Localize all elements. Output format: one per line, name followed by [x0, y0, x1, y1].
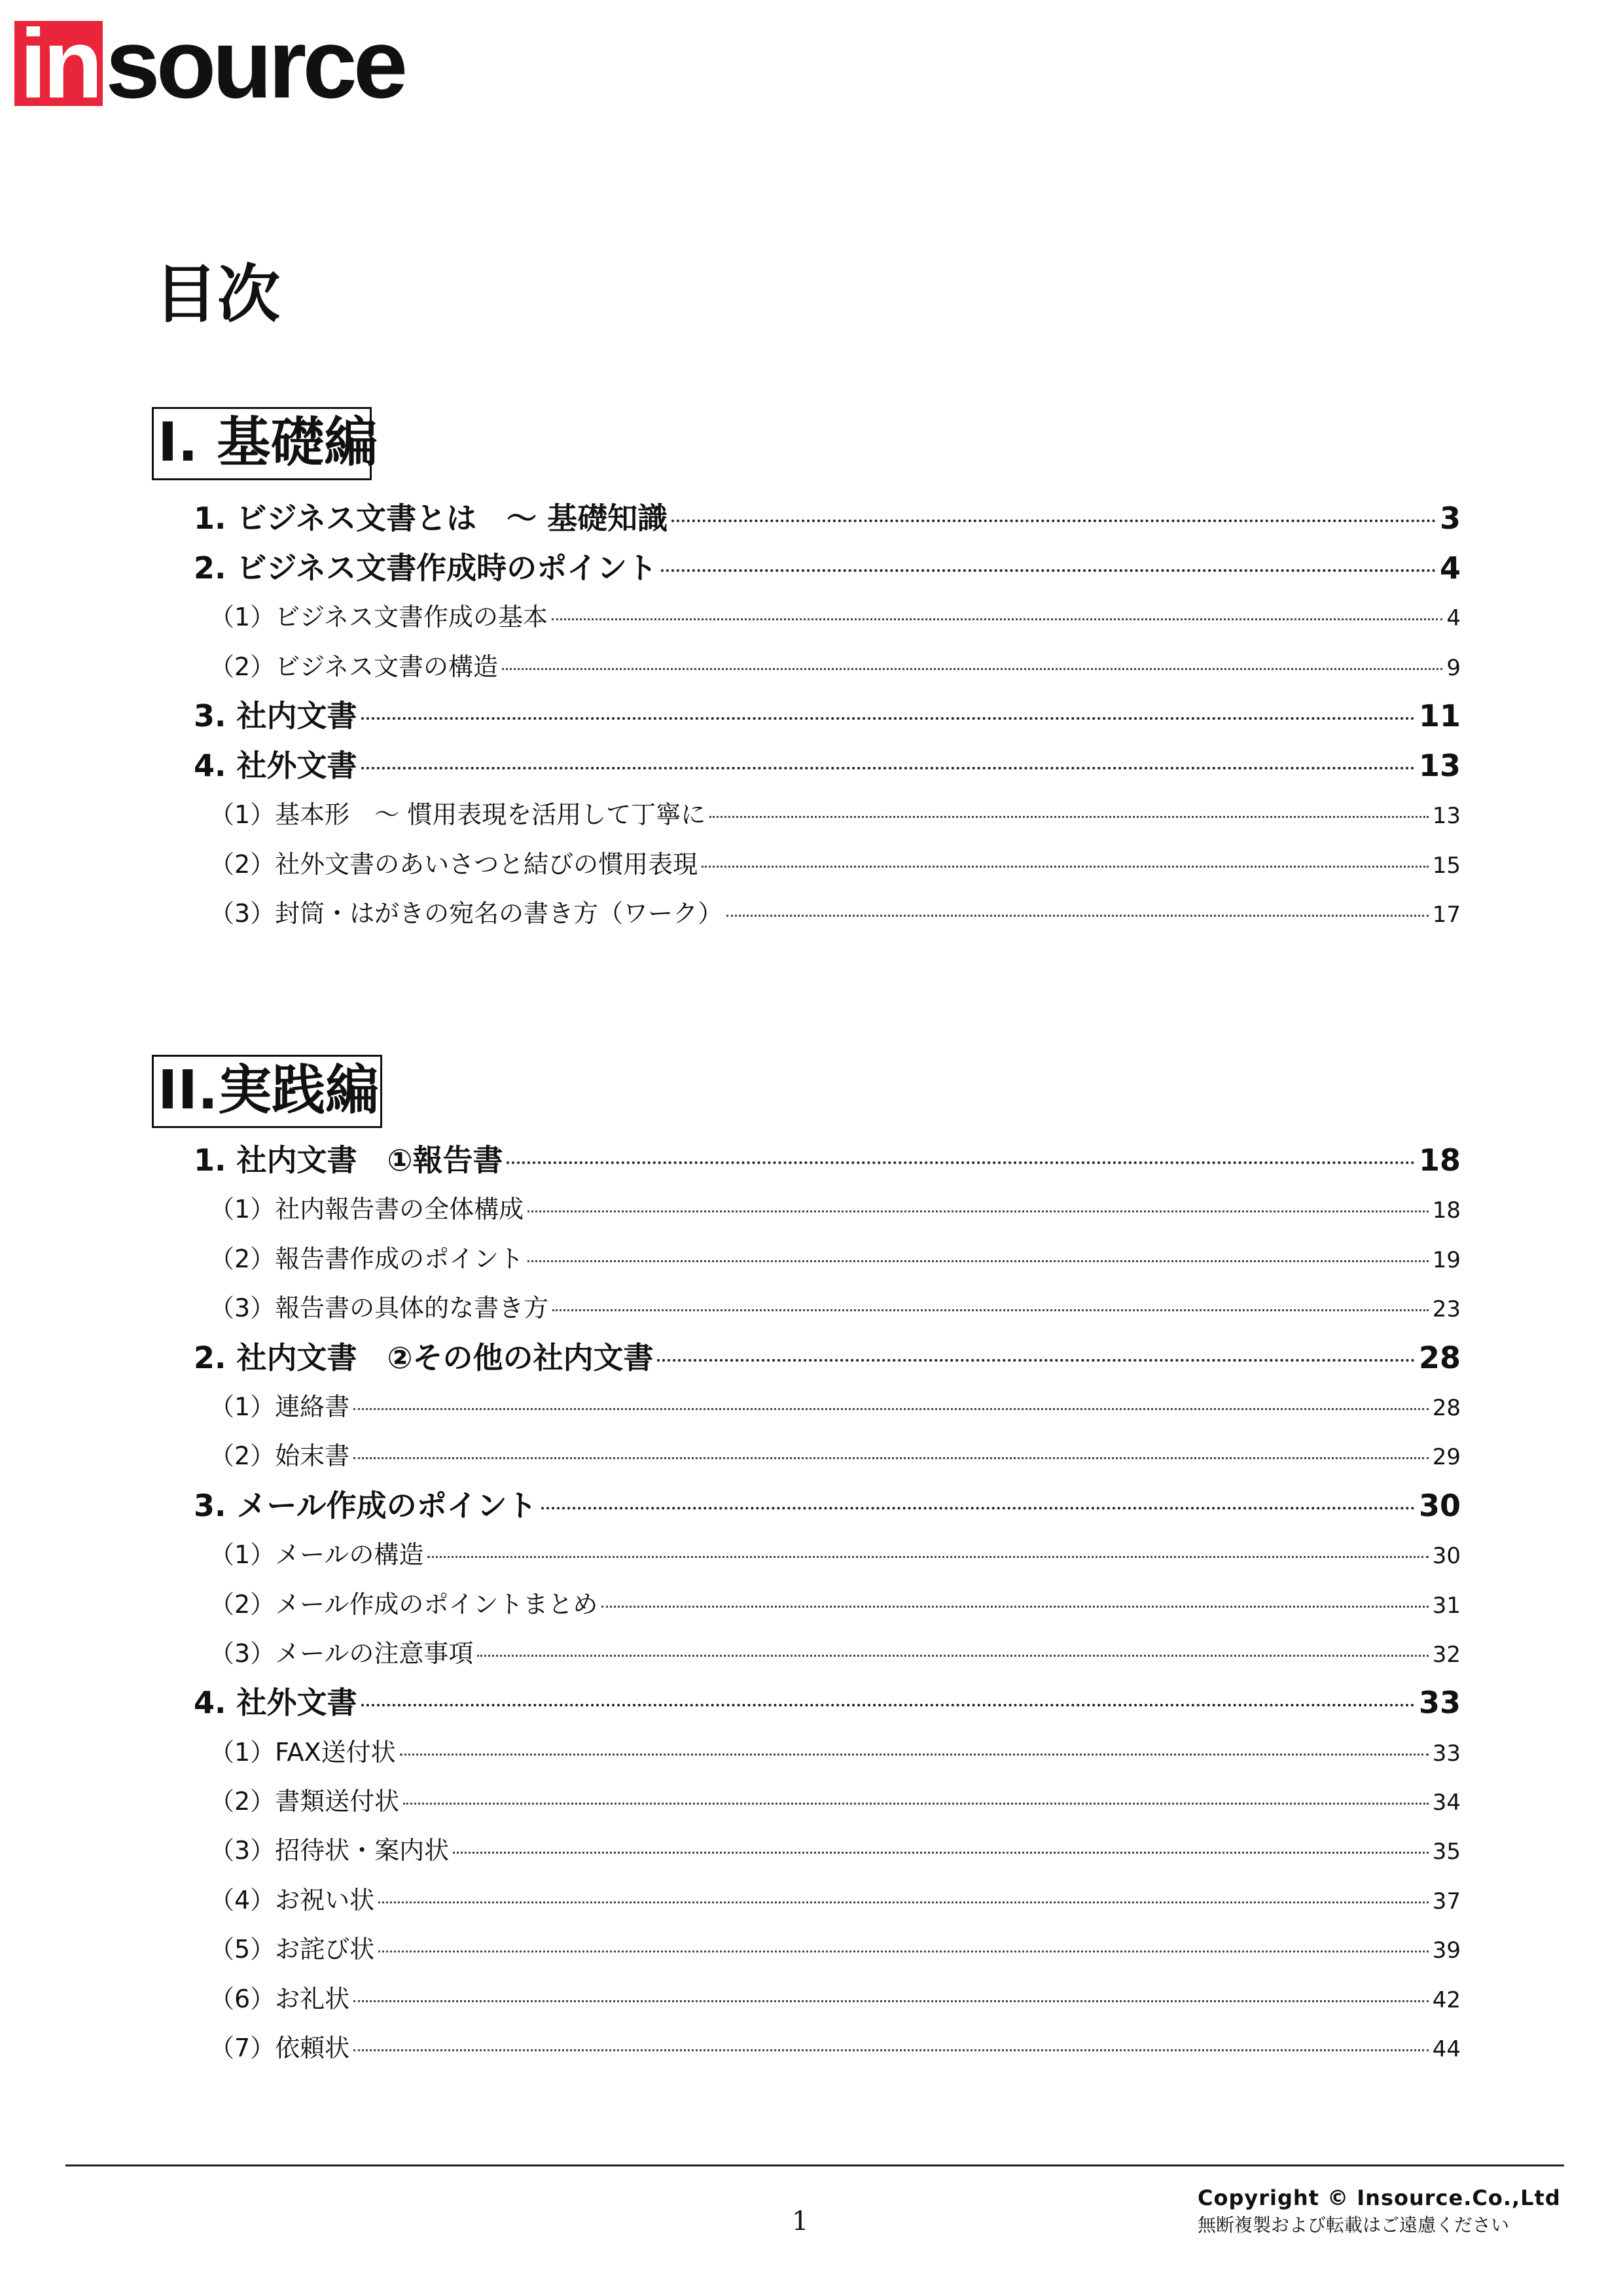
dot-leader — [709, 816, 1428, 818]
toc-subentry-page: 18 — [1432, 1197, 1461, 1224]
toc-subentry-page: 42 — [1432, 1987, 1461, 2013]
dot-leader — [361, 717, 1415, 720]
toc-subentry[interactable] — [194, 1580, 1461, 1629]
dot-leader — [361, 767, 1415, 769]
toc-entry-label: 3. 社内文書 — [194, 698, 357, 733]
toc-subentry[interactable] — [194, 593, 1461, 643]
toc-entry-label: 1. ビジネス文書とは ～ 基礎知識 — [194, 501, 668, 536]
dot-leader — [541, 1507, 1415, 1510]
toc-entry-page: 30 — [1418, 1487, 1461, 1523]
toc-subentry-label: （1）ビジネス文書作成の基本 — [209, 603, 548, 631]
toc-subentry-page: 34 — [1432, 1790, 1461, 1816]
toc-subentry-label: （2）ビジネス文書の構造 — [209, 652, 499, 681]
toc-entry[interactable] — [194, 1333, 1461, 1383]
toc-subentry-page: 31 — [1432, 1592, 1461, 1619]
toc-subentry-page: 35 — [1432, 1839, 1461, 1865]
toc-subentry[interactable] — [194, 2024, 1461, 2073]
toc-entry-label: 2. ビジネス文書作成時のポイント — [194, 550, 658, 586]
toc-subentry-page: 4 — [1446, 605, 1461, 631]
toc-subentry-page: 37 — [1432, 1888, 1461, 1915]
toc-subentry[interactable] — [194, 840, 1461, 890]
toc-subentry[interactable] — [194, 1530, 1461, 1580]
toc-entry-page: 18 — [1418, 1142, 1461, 1178]
toc-subentry-page: 9 — [1446, 654, 1461, 681]
toc-practice — [194, 1136, 1461, 2073]
toc-subentry-label: （6）お礼状 — [209, 1984, 350, 2013]
toc-subentry-page: 15 — [1432, 852, 1461, 879]
toc-subentry-label: （1）社内報告書の全体構成 — [209, 1195, 524, 1224]
dot-leader — [552, 1309, 1429, 1311]
toc-entry[interactable] — [194, 494, 1461, 544]
toc-subentry-page: 39 — [1432, 1937, 1461, 1964]
dot-leader — [726, 915, 1429, 917]
dot-leader — [507, 1161, 1415, 1164]
toc-subentry-label: （3）メールの注意事項 — [209, 1638, 474, 1668]
toc-subentry[interactable] — [194, 1826, 1461, 1875]
toc-subentry-page: 17 — [1432, 902, 1461, 928]
toc-subentry[interactable] — [194, 1383, 1461, 1432]
toc-entry-label: 4. 社外文書 — [194, 747, 357, 783]
dot-leader — [477, 1655, 1428, 1657]
toc-subentry[interactable] — [194, 1284, 1461, 1333]
toc-subentry[interactable] — [194, 1432, 1461, 1481]
dot-leader — [657, 1359, 1415, 1362]
toc-subentry[interactable] — [194, 1235, 1461, 1284]
toc-subentry-label: （7）依頼状 — [209, 2034, 350, 2063]
copyright-notice: Copyright © Insource.Co.,Ltd — [1198, 2185, 1561, 2210]
toc-entry[interactable] — [194, 1136, 1461, 1185]
toc-subentry[interactable] — [194, 1728, 1461, 1777]
toc-subentry-page: 32 — [1432, 1641, 1461, 1668]
toc-subentry-label: （5）お詫び状 — [209, 1935, 375, 1964]
toc-entry-page: 11 — [1418, 698, 1461, 733]
toc-subentry-label: （2）報告書作成のポイント — [209, 1244, 524, 1273]
dot-leader — [527, 1210, 1429, 1212]
toc-subentry-label: （1）メールの構造 — [209, 1540, 424, 1570]
toc-entry[interactable] — [194, 544, 1461, 593]
dot-leader — [353, 1457, 1429, 1459]
section-heading-practice: II.実践編 — [152, 1055, 382, 1128]
toc-subentry[interactable] — [194, 889, 1461, 939]
toc-subentry-label: （1）連絡書 — [209, 1392, 350, 1421]
dot-leader — [427, 1556, 1428, 1558]
toc-subentry-label: （2）始末書 — [209, 1441, 350, 1471]
toc-subentry[interactable] — [194, 1777, 1461, 1826]
toc-subentry-label: （1）FAX送付状 — [209, 1737, 396, 1767]
dot-leader — [453, 1852, 1429, 1854]
toc-subentry-page: 23 — [1432, 1296, 1461, 1323]
dot-leader — [502, 668, 1442, 670]
insource-logo — [14, 9, 404, 118]
page-title: 目次 — [154, 258, 280, 331]
toc-subentry[interactable] — [194, 1975, 1461, 2024]
toc-subentry-label: （2）書類送付状 — [209, 1787, 400, 1816]
toc-entry-page: 4 — [1439, 550, 1461, 586]
page-number: 1 — [792, 2206, 809, 2236]
toc-subentry-label: （2）メール作成のポイントまとめ — [209, 1589, 598, 1619]
toc-entry[interactable] — [194, 741, 1461, 791]
toc-entry-page: 3 — [1439, 501, 1461, 536]
toc-subentry[interactable] — [194, 1876, 1461, 1925]
dot-leader — [702, 866, 1429, 868]
toc-entry-page: 28 — [1418, 1339, 1461, 1375]
footer-divider — [65, 2164, 1564, 2166]
dot-leader — [403, 1803, 1429, 1805]
reproduction-notice: 無断複製および転載はご遠慮ください — [1198, 2214, 1510, 2236]
toc-entry-label: 3. メール作成のポイント — [194, 1487, 537, 1523]
toc-entry[interactable] — [194, 1481, 1461, 1530]
dot-leader — [378, 1901, 1429, 1903]
toc-subentry-label: （3）報告書の具体的な書き方 — [209, 1294, 549, 1323]
toc-entry[interactable] — [194, 692, 1461, 741]
toc-subentry-label: （3）封筒・はがきの宛名の書き方（ワーク） — [209, 899, 723, 928]
dot-leader — [361, 1704, 1415, 1706]
toc-subentry[interactable] — [194, 1925, 1461, 1974]
dot-leader — [353, 2049, 1429, 2051]
section-heading-basics: I. 基礎編 — [152, 407, 372, 480]
toc-subentry-page: 44 — [1432, 2036, 1461, 2063]
dot-leader — [671, 520, 1436, 522]
logo-wordmark: source — [105, 9, 404, 118]
logo-accent: in — [14, 21, 103, 106]
dot-leader — [661, 569, 1436, 572]
toc-subentry-page: 33 — [1432, 1740, 1461, 1767]
toc-subentry-page: 29 — [1432, 1444, 1461, 1471]
toc-entry-label: 1. 社内文書 ①報告書 — [194, 1142, 503, 1178]
toc-subentry[interactable] — [194, 1629, 1461, 1678]
toc-subentry[interactable] — [194, 790, 1461, 840]
dot-leader — [353, 1408, 1429, 1410]
toc-entry-label: 2. 社内文書 ②その他の社内文書 — [194, 1339, 654, 1375]
toc-subentry-label: （1）基本形 ～ 慣用表現を活用して丁寧に — [209, 800, 706, 829]
dot-leader — [527, 1260, 1429, 1262]
toc-subentry-page: 13 — [1432, 803, 1461, 829]
toc-subentry-page: 28 — [1432, 1394, 1461, 1421]
dot-leader — [353, 2000, 1429, 2002]
toc-entry-label: 4. 社外文書 — [194, 1685, 357, 1721]
toc-subentry[interactable] — [194, 643, 1461, 692]
toc-entry-page: 13 — [1418, 747, 1461, 783]
toc-subentry-label: （4）お祝い状 — [209, 1885, 375, 1915]
dot-leader — [601, 1606, 1428, 1608]
toc-basics — [194, 494, 1461, 939]
toc-subentry[interactable] — [194, 1185, 1461, 1234]
toc-entry[interactable] — [194, 1678, 1461, 1727]
toc-subentry-page: 30 — [1432, 1543, 1461, 1570]
dot-leader — [552, 618, 1442, 620]
toc-subentry-page: 19 — [1432, 1246, 1461, 1273]
dot-leader — [378, 1951, 1429, 1952]
dot-leader — [400, 1754, 1429, 1756]
toc-subentry-label: （2）社外文書のあいさつと結びの慣用表現 — [209, 849, 698, 879]
toc-subentry-label: （3）招待状・案内状 — [209, 1836, 450, 1865]
toc-entry-page: 33 — [1418, 1685, 1461, 1721]
